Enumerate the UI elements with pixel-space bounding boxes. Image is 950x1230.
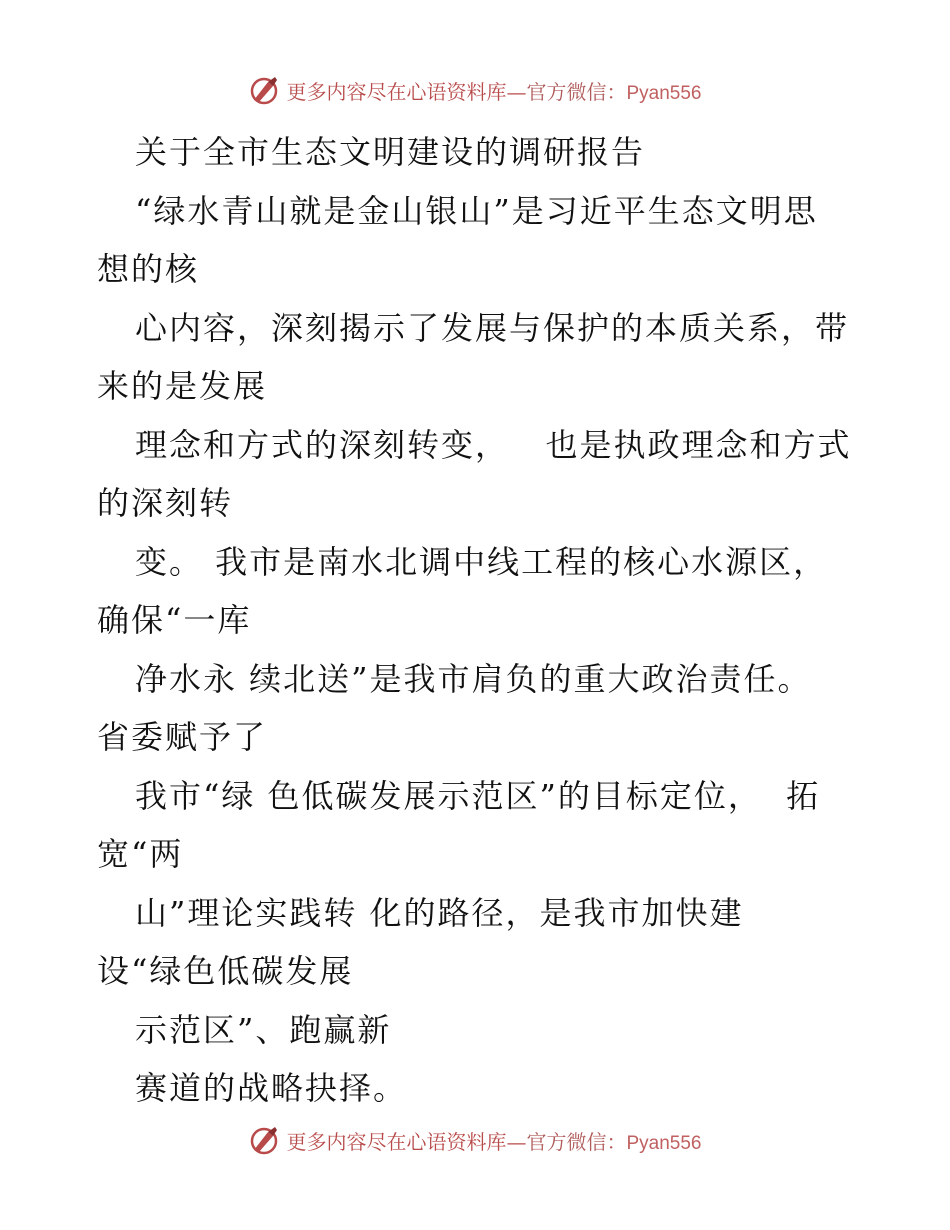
pen-nib-circle-icon	[248, 74, 280, 106]
paragraph-line: 想的核	[97, 250, 200, 288]
paragraph-line: 我市“绿 色低碳发展示范区”的目标定位， 拓	[135, 776, 821, 815]
watermark-separator: —	[506, 79, 527, 104]
paragraph-line: 理念和方式的深刻转变， 也是执政理念和方式	[135, 425, 852, 464]
watermark-sub: 官方微信：	[526, 79, 627, 104]
paragraph-line: 的深刻转	[97, 484, 234, 522]
pen-nib-circle-icon	[248, 1124, 280, 1156]
watermark-wechat-id: Pyan556	[626, 1132, 702, 1154]
paragraph-line: 变。 我市是南水北调中线工程的核心水源区，	[135, 542, 828, 581]
watermark-main: 更多内容尽在心语资料库	[286, 79, 507, 104]
paragraph-line: 省委赋予了	[97, 718, 268, 756]
paragraph-line: 心内容，深刻揭示了发展与保护的本质关系，带	[135, 308, 850, 347]
paragraph-line: 赛道的战略抉择。	[135, 1069, 408, 1107]
watermark-wechat-id: Pyan556	[626, 82, 702, 104]
watermark-separator: —	[506, 1129, 527, 1154]
watermark-main: 更多内容尽在心语资料库	[286, 1129, 507, 1154]
paragraph-line: 设“绿色低碳发展	[97, 952, 354, 990]
watermark-text	[286, 1126, 701, 1155]
paragraph-line: 示范区”、跑赢新	[135, 1010, 392, 1049]
document-body	[97, 123, 857, 1118]
paragraph-line: 确保“一库	[97, 601, 252, 639]
paragraph-line: 宽“两	[97, 835, 184, 873]
paragraph-line: 净水永 续北送”是我市肩负的重大政治责任。	[135, 659, 812, 698]
paragraph-line: 山”理论实践转 化的路径，是我市加快建	[135, 893, 744, 932]
watermark-footer	[0, 1120, 950, 1160]
document-title: 关于全市生态文明建设的调研报告	[135, 133, 646, 171]
paragraph-line: 来的是发展	[97, 367, 268, 405]
watermark-text	[286, 76, 701, 105]
paragraph-line: “绿水青山就是金山银山”是习近平生态文明思	[135, 191, 818, 230]
watermark-header	[0, 70, 950, 110]
watermark-sub: 官方微信：	[526, 1129, 627, 1154]
